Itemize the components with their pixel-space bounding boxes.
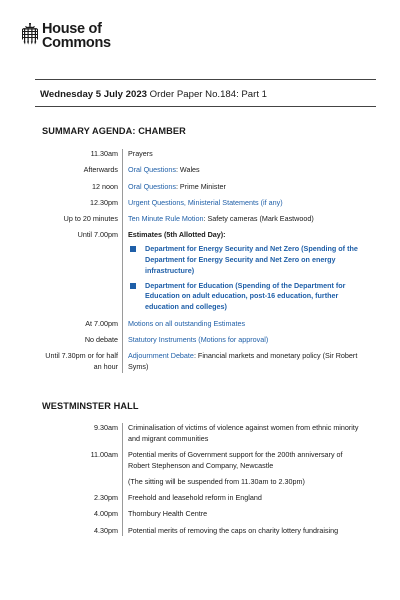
debate-title: Criminalisation of victims of violence against women from ethnic minority and migrant communities — [128, 423, 359, 443]
house-of-commons-logo — [22, 22, 111, 50]
debate-title: Potential merits of Government support for the 200th anniversary of Robert Stephenson and Company, Newcastle — [128, 450, 343, 470]
agenda-time: No debate — [84, 334, 118, 344]
agenda-item-text: : Wales — [175, 165, 200, 175]
header-date: Wednesday 5 July 2023 — [40, 89, 148, 100]
portcullis-icon — [22, 23, 38, 45]
agenda-row — [40, 509, 380, 525]
estimate-link[interactable]: Department for Education (Spending of the Department for Education on adult education, post-16 education, further education and colleges) — [145, 280, 346, 312]
agenda-time: 4.30pm — [94, 525, 118, 535]
estimates-heading: Estimates (5th Allotted Day): — [128, 230, 226, 240]
agenda-row — [40, 214, 380, 230]
agenda-item-text: : Safety cameras (Mark Eastwood) — [203, 214, 314, 224]
agenda-time: Until 7.30pm or for half an hour — [45, 351, 118, 371]
estimate-item — [128, 244, 360, 276]
oral-questions-link[interactable]: Oral Questions — [128, 165, 176, 175]
agenda-row — [40, 319, 380, 335]
agenda-item-text: : Prime Minister — [175, 181, 226, 191]
estimate-link[interactable]: Department for Energy Security and Net Zero (Spending of the Department for Energy Security and Net Zero on energy infrastructure) — [145, 244, 358, 275]
motions-estimates-link[interactable]: Motions on all outstanding Estimates — [128, 318, 246, 328]
agenda-time: 12 noon — [92, 181, 118, 191]
sitting-suspended-note: (The sitting will be suspended from 11.30am to 2.30pm) — [128, 476, 305, 486]
agenda-time: 11.30am — [90, 149, 118, 158]
chamber-section-title: SUMMARY AGENDA: CHAMBER — [42, 126, 186, 136]
agenda-time: 9.30am — [94, 423, 118, 432]
debate-title: Freehold and leasehold reform in England — [128, 492, 262, 502]
agenda-time: Until 7.00pm — [77, 230, 118, 240]
agenda-row — [40, 149, 380, 165]
agenda-time: 12.30pm — [90, 197, 118, 207]
order-paper-header — [40, 89, 267, 100]
oral-questions-link[interactable]: Oral Questions — [128, 181, 176, 191]
header-title: Order Paper No.184: Part 1 — [147, 89, 267, 100]
agenda-item-text: Prayers — [128, 149, 153, 158]
ten-minute-rule-link[interactable]: Ten Minute Rule Motion — [128, 214, 204, 224]
square-bullet-icon — [130, 246, 136, 252]
chamber-agenda — [40, 149, 380, 373]
adjournment-debate-link[interactable]: Adjournment Debate — [128, 351, 194, 361]
agenda-row — [40, 182, 380, 198]
agenda-time: At 7.00pm — [85, 318, 118, 328]
header-bottom-rule — [35, 106, 376, 107]
agenda-row — [40, 493, 380, 509]
agenda-time: 4.00pm — [94, 509, 118, 519]
urgent-questions-link[interactable]: Urgent Questions, Ministerial Statements (if any) — [128, 197, 283, 207]
debate-title: Thornbury Health Centre — [128, 509, 208, 519]
agenda-row — [40, 526, 380, 537]
agenda-time: Up to 20 minutes — [63, 214, 118, 224]
debate-title: Potential merits of removing the caps on charity lottery fundraising — [128, 525, 339, 535]
agenda-time: 2.30pm — [94, 492, 118, 502]
agenda-row — [40, 230, 380, 318]
logo-line-1: House of — [42, 21, 102, 37]
header-top-rule — [35, 79, 376, 80]
westminster-hall-title: WESTMINSTER HALL — [42, 401, 139, 411]
agenda-row — [40, 335, 380, 351]
agenda-row — [40, 351, 380, 373]
agenda-time: 11.00am — [90, 450, 118, 460]
agenda-item-text: : Financial markets and monetary policy (Sir Robert Syms) — [128, 351, 358, 371]
statutory-instruments-link[interactable]: Statutory Instruments (Motions for approval) — [128, 334, 269, 344]
agenda-row — [40, 450, 380, 493]
estimate-item — [128, 281, 360, 313]
agenda-row — [40, 198, 380, 214]
westminster-hall-agenda — [40, 423, 380, 536]
logo-line-2: Commons — [42, 35, 111, 51]
agenda-row — [40, 423, 380, 450]
square-bullet-icon — [130, 283, 136, 289]
agenda-row — [40, 165, 380, 181]
agenda-time: Afterwards — [83, 165, 118, 175]
